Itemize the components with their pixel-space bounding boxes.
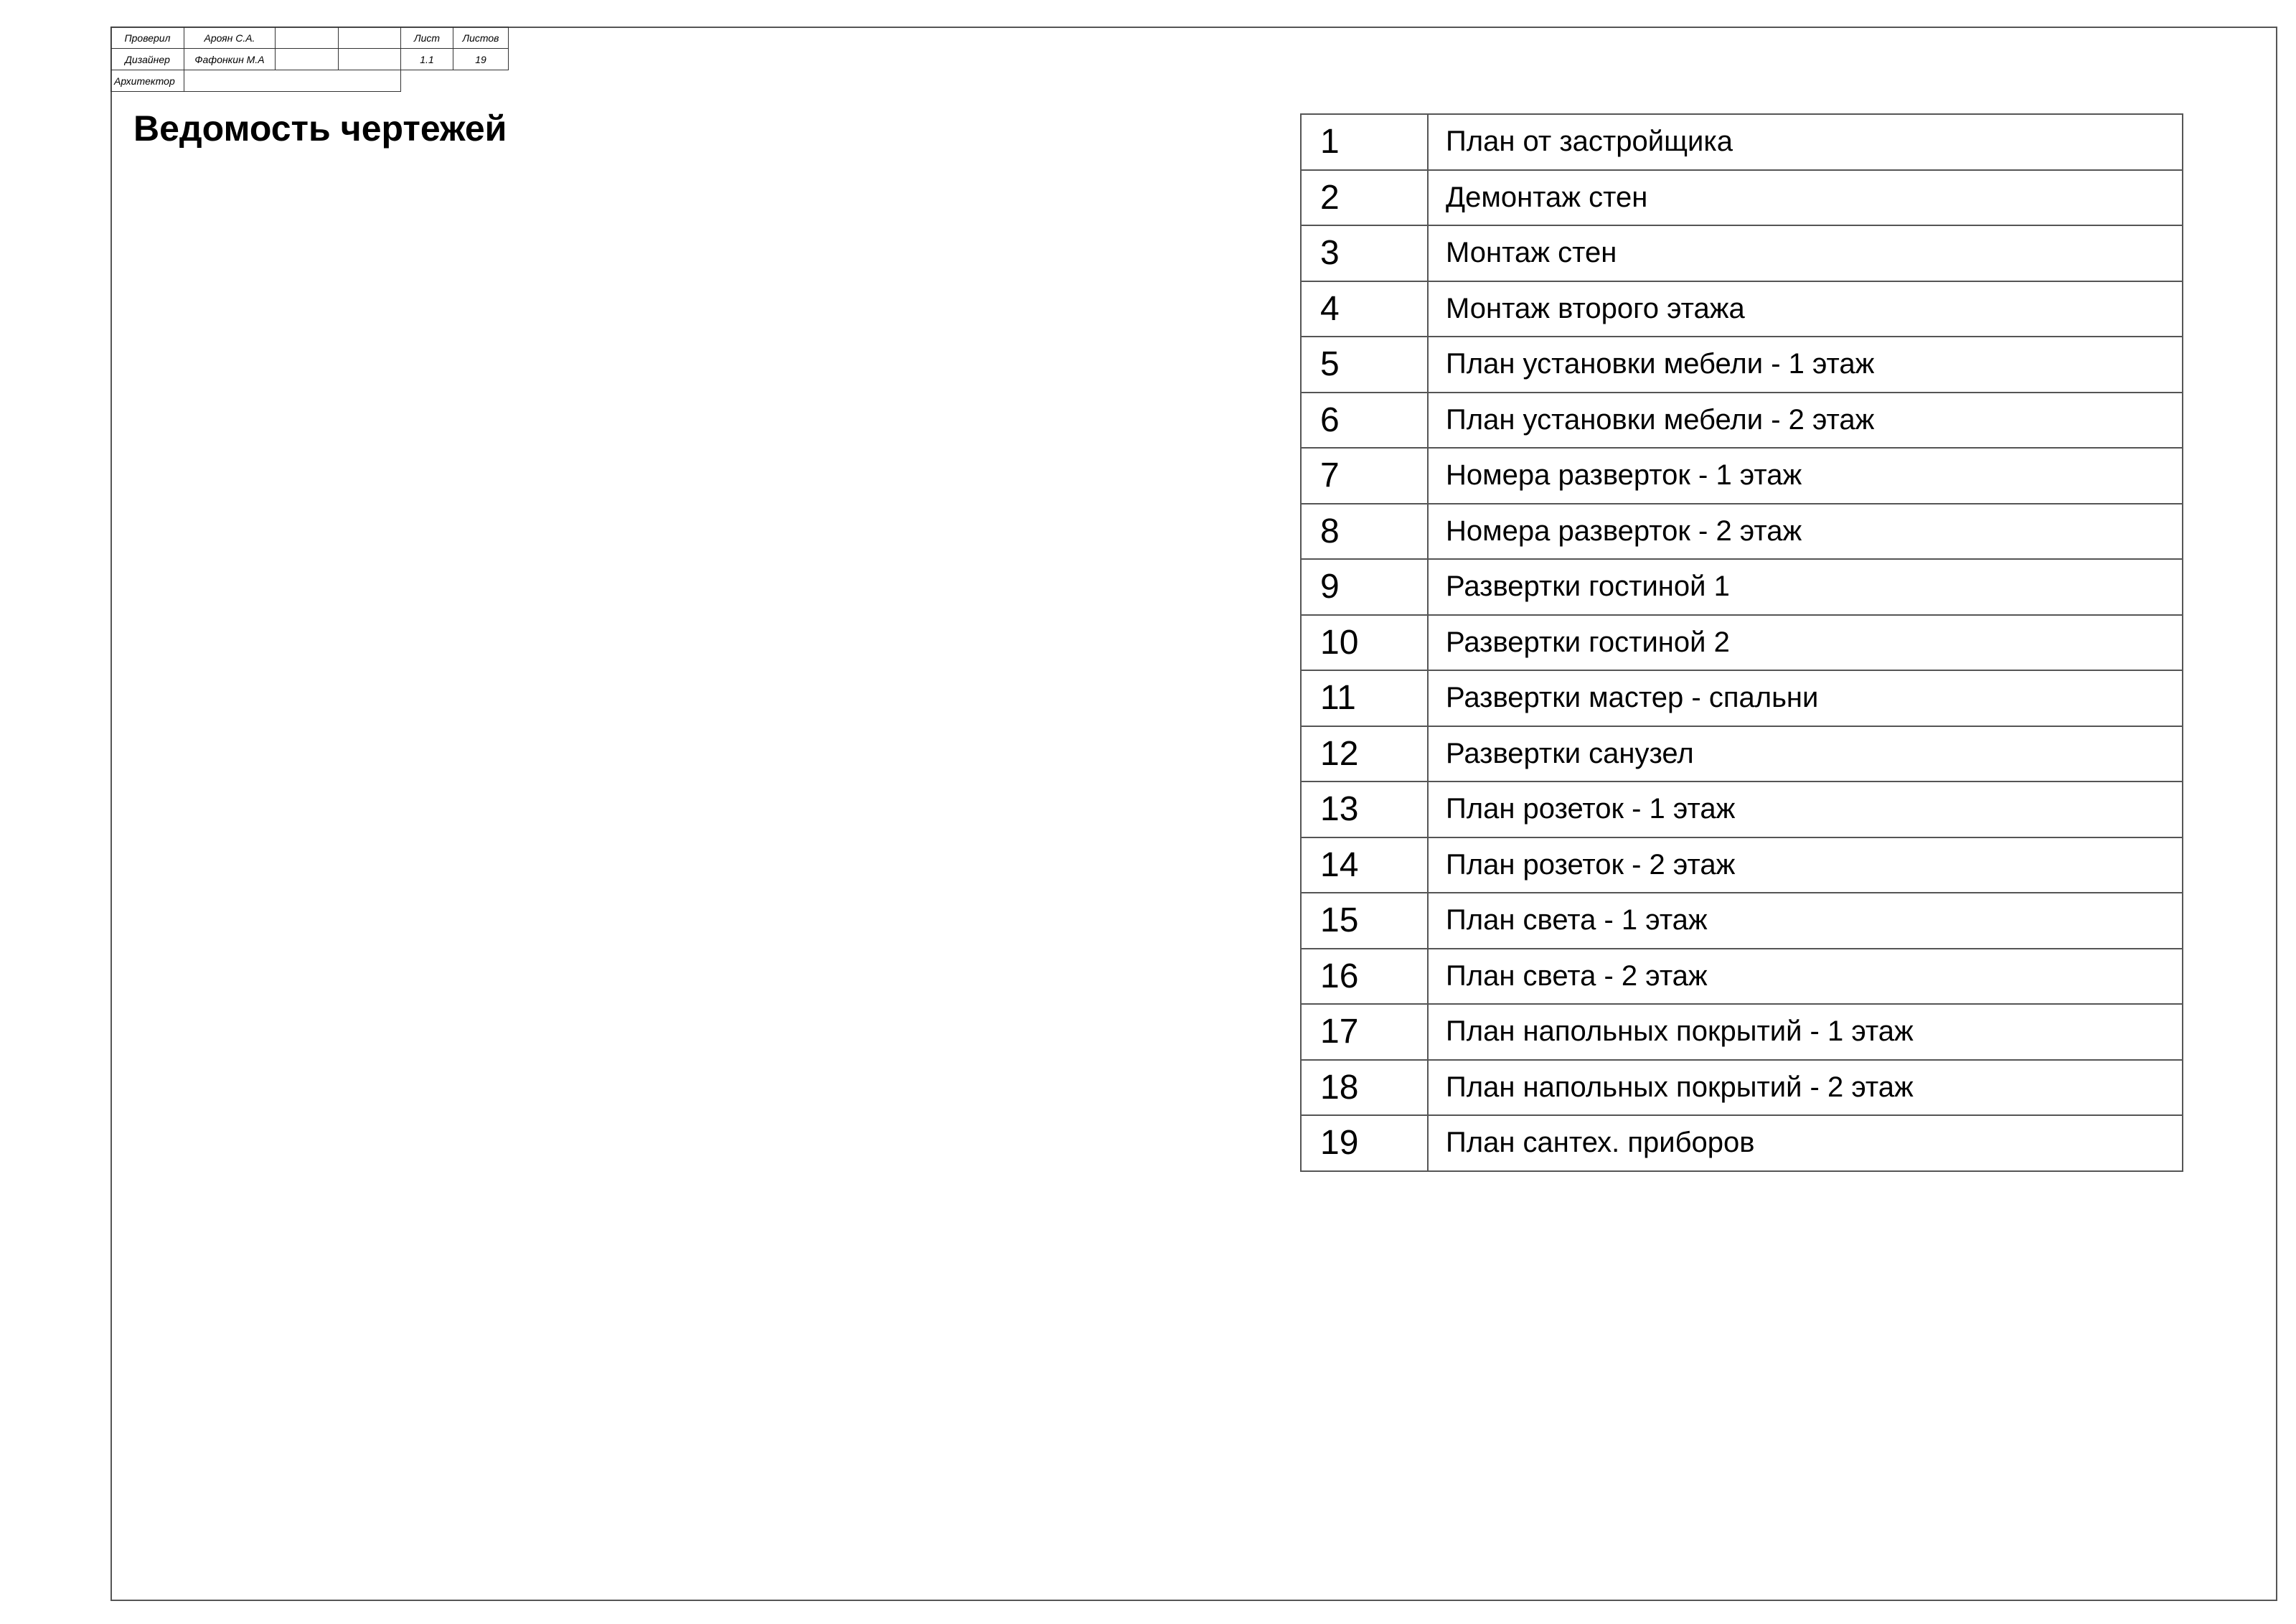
drawing-name: План света - 1 этаж — [1428, 893, 2183, 949]
title-block-cell — [184, 70, 401, 92]
title-block-person: Ароян С.А. — [184, 27, 276, 49]
drawings-list-table — [1300, 113, 2183, 1172]
drawing-name: План напольных покрытий - 2 этаж — [1428, 1060, 2183, 1116]
drawing-number: 2 — [1301, 170, 1428, 226]
drawing-number: 3 — [1301, 225, 1428, 281]
title-block-person: Фафонкин М.А — [184, 49, 276, 70]
drawing-row — [1301, 393, 2183, 449]
drawing-number: 7 — [1301, 448, 1428, 504]
sheets-total-label: Листов — [453, 27, 509, 49]
drawing-number: 14 — [1301, 837, 1428, 893]
title-block — [110, 27, 509, 92]
drawing-name: Монтаж стен — [1428, 225, 2183, 281]
drawing-number: 18 — [1301, 1060, 1428, 1116]
sheets-total: 19 — [453, 49, 509, 70]
drawing-name: Номера разверток - 2 этаж — [1428, 504, 2183, 560]
title-block-cell — [276, 27, 339, 49]
drawing-row — [1301, 1060, 2183, 1116]
drawing-name: План сантех. приборов — [1428, 1115, 2183, 1171]
sheet-label: Лист — [401, 27, 453, 49]
drawing-number: 19 — [1301, 1115, 1428, 1171]
drawing-number: 8 — [1301, 504, 1428, 560]
drawing-row — [1301, 225, 2183, 281]
drawing-number: 16 — [1301, 949, 1428, 1005]
drawing-row — [1301, 1115, 2183, 1171]
drawing-number: 5 — [1301, 337, 1428, 393]
drawing-name: Развертки санузел — [1428, 726, 2183, 782]
title-block-cell — [339, 27, 401, 49]
drawing-row — [1301, 114, 2183, 170]
drawing-number: 17 — [1301, 1004, 1428, 1060]
title-block-cell — [276, 49, 339, 70]
title-block-role: Проверил — [111, 27, 184, 49]
drawing-name: План от застройщика — [1428, 114, 2183, 170]
drawing-name: Номера разверток - 1 этаж — [1428, 448, 2183, 504]
drawing-name: Развертки гостиной 1 — [1428, 559, 2183, 615]
drawing-row — [1301, 448, 2183, 504]
drawing-number: 1 — [1301, 114, 1428, 170]
drawing-number: 12 — [1301, 726, 1428, 782]
drawing-name: План установки мебели - 1 этаж — [1428, 337, 2183, 393]
drawing-row — [1301, 615, 2183, 671]
drawing-row — [1301, 170, 2183, 226]
drawing-number: 6 — [1301, 393, 1428, 449]
drawing-row — [1301, 1004, 2183, 1060]
drawing-row — [1301, 337, 2183, 393]
title-block-role: Архитектор — [111, 70, 184, 92]
drawings-list-body — [1301, 114, 2183, 1171]
drawing-row — [1301, 504, 2183, 560]
drawing-row — [1301, 559, 2183, 615]
drawing-name: План установки мебели - 2 этаж — [1428, 393, 2183, 449]
drawing-row — [1301, 670, 2183, 726]
drawing-number: 13 — [1301, 782, 1428, 837]
drawing-name: План розеток - 2 этаж — [1428, 837, 2183, 893]
sheet-number: 1.1 — [401, 49, 453, 70]
title-block-role: Дизайнер — [111, 49, 184, 70]
drawing-number: 4 — [1301, 281, 1428, 337]
title-block-row — [111, 49, 509, 70]
drawing-name: Развертки мастер - спальни — [1428, 670, 2183, 726]
drawing-row — [1301, 949, 2183, 1005]
drawing-row — [1301, 726, 2183, 782]
drawing-number: 11 — [1301, 670, 1428, 726]
title-block-row — [111, 27, 509, 49]
drawing-row — [1301, 281, 2183, 337]
drawing-number: 15 — [1301, 893, 1428, 949]
drawing-name: План света - 2 этаж — [1428, 949, 2183, 1005]
drawing-name: Развертки гостиной 2 — [1428, 615, 2183, 671]
drawing-name: Монтаж второго этажа — [1428, 281, 2183, 337]
drawing-number: 9 — [1301, 559, 1428, 615]
drawing-number: 10 — [1301, 615, 1428, 671]
drawing-row — [1301, 893, 2183, 949]
drawing-name: Демонтаж стен — [1428, 170, 2183, 226]
drawing-row — [1301, 782, 2183, 837]
title-block-row — [111, 70, 509, 92]
title-block-cell — [339, 49, 401, 70]
drawing-name: План розеток - 1 этаж — [1428, 782, 2183, 837]
drawing-name: План напольных покрытий - 1 этаж — [1428, 1004, 2183, 1060]
drawing-row — [1301, 837, 2183, 893]
page-title: Ведомость чертежей — [133, 108, 507, 149]
